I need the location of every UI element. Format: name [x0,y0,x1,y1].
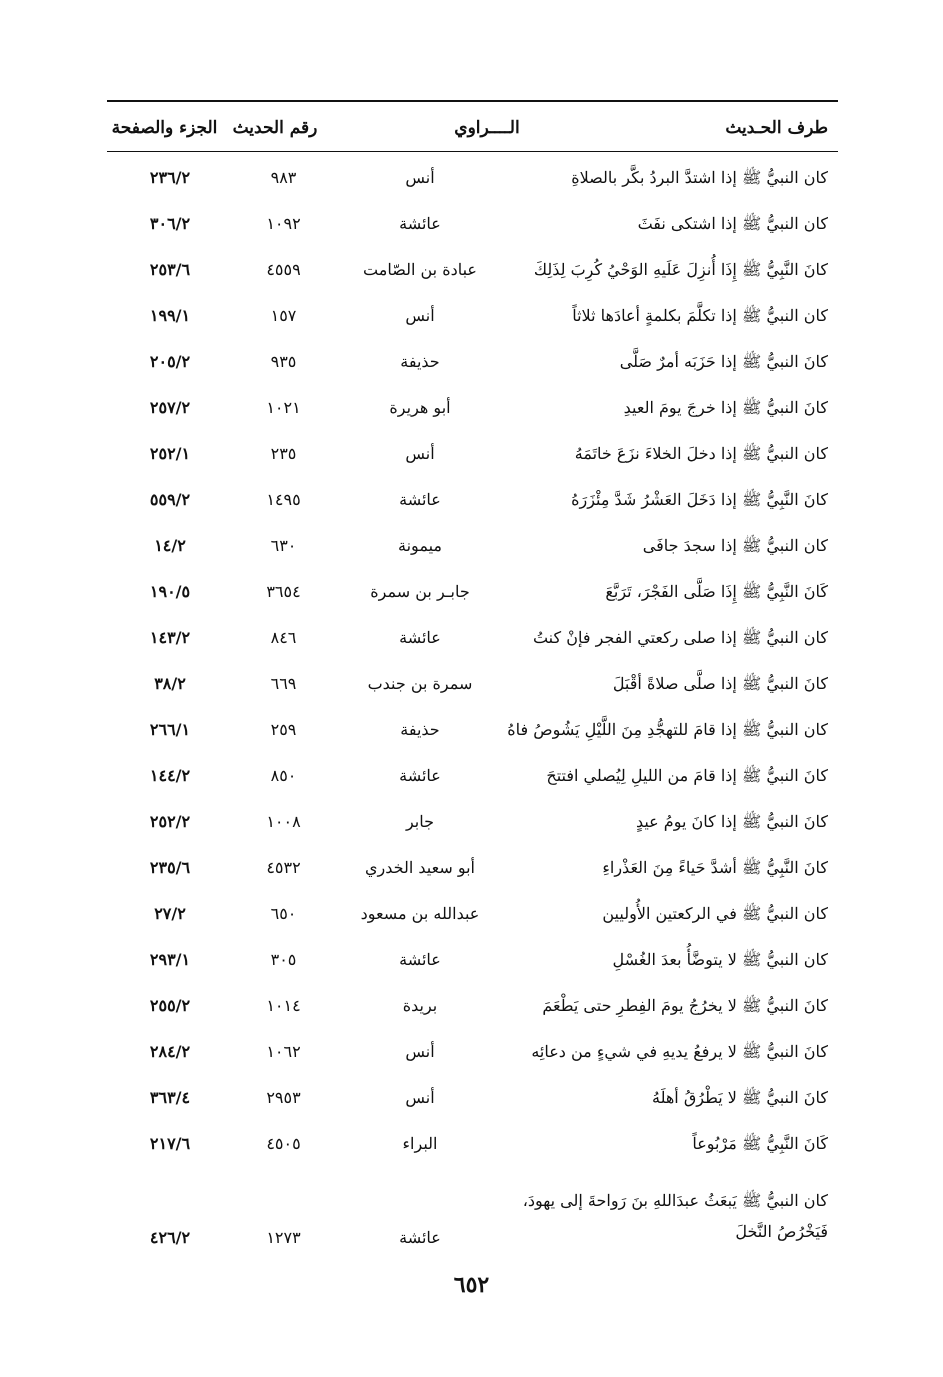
rawi-cell: جابـر بن سمرة [370,582,470,602]
number-cell: ١٠٠٨ [266,812,301,832]
part-page-cell: ١٤٣/٢ [149,628,191,648]
part-page-cell: ٢٥٢/٢ [149,812,191,832]
part-page-cell: ٢١٧/٦ [149,1134,191,1154]
table-row [107,1121,838,1167]
part-page-cell: ٢٧/٢ [154,904,186,924]
hadith-cell: كانَ النَّبِيُّ ﷺ إِذَا أُنزِلَ عَلَيهِ الوَحْيُ كُرِبَ لِذَلِكَ [533,260,828,280]
rawi-cell: جابر [405,812,435,832]
hadith-cell: كانَ النبيُّ ﷺ إذا قامَ من الليلِ لِيُصلي افتتحَ [546,766,828,786]
hadith-cell: كانَ النبيُّ ﷺ إذا خرجَ يومَ العيدِ [623,398,828,418]
hadith-cell: كان النبيُّ ﷺ إذا دخلَ الخلاءَ نزَعَ خاتَمَهُ [574,444,828,464]
hadith-cell: كان النبيُّ ﷺ إذا سجدَ جافَى [642,536,828,556]
table-row [107,385,838,431]
table-row [107,1029,838,1075]
table-row [107,247,838,293]
table-row [107,201,838,247]
part-page-cell: ٤٢٦/٢ [149,1227,191,1247]
rawi-cell: عائشة [399,950,441,970]
table-header [107,108,838,148]
rawi-cell: عائشة [399,766,441,786]
number-cell: ٢٣٥ [270,444,297,464]
table-row [107,293,838,339]
part-page-cell: ٣٠٦/٢ [149,214,191,234]
part-page-cell: ١٤٤/٢ [149,766,191,786]
part-page-cell: ٣٨/٢ [154,674,186,694]
rawi-cell: عائشة [399,214,441,234]
hadith-cell: كان النبيُّ ﷺ إذا صلى ركعتي الفجر فإنْ كنتُ [532,628,828,648]
hadith-cell: كانَ النبيُّ ﷺ إذا حَزَبَه أمرٌ صَلَّى [619,352,828,372]
number-cell: ٦٣٠ [270,536,297,556]
rawi-cell: بريدة [402,996,438,1016]
part-page-cell: ٢٨٤/٢ [149,1042,191,1062]
table-row [107,155,838,201]
hadith-index-table [107,155,838,1259]
table-row [107,1075,838,1121]
hadith-cell: كان النبيُّ ﷺ يَبعَثُ عبدَاللهِ بنَ رَواحةَ إلى يهودَ، فَيَخْرُصُ النَّخلَ [522,1191,828,1241]
rawi-cell: ميمونة [398,536,442,556]
page-number: ٦٥٢ [453,1272,490,1298]
rawi-cell: البراء [402,1134,438,1154]
number-cell: ١٢٧٣ [266,1227,301,1247]
top-rule [107,100,838,102]
number-cell: ٢٥٩ [270,720,297,740]
header-number: رقم الحديث [232,118,318,138]
number-cell: ١٠٦٢ [266,1042,301,1062]
table-row [107,661,838,707]
rawi-cell: عبدالله بن مسعود [360,904,480,924]
part-page-cell: ٢٥٥/٢ [149,996,191,1016]
part-page-cell: ١٩٠/٥ [149,582,191,602]
table-row [107,937,838,983]
part-page-cell: ٢٥٢/١ [149,444,191,464]
header-rule [107,151,838,152]
hadith-cell: كان النبيُّ ﷺ في الركعتين الأُوليين [602,904,828,924]
rawi-cell: أنس [405,306,435,326]
number-cell: ١٤٩٥ [266,490,301,510]
table-row [107,707,838,753]
table-row [107,799,838,845]
hadith-cell: كانَ النبيُّ ﷺ لا يخرُجُ يومَ الفِطرِ حتى يَطْعَمَ [542,996,828,1016]
number-cell: ١٠١٤ [266,996,301,1016]
header-part-page: الجزء والصفحة [111,118,218,138]
table-row [107,891,838,937]
table-row [107,569,838,615]
hadith-cell: كانَ النبيُّ ﷺ إذا صلَّى صلاةً أقْبَلَ [612,674,828,694]
part-page-cell: ٢٣٦/٢ [149,168,191,188]
part-page-cell: ٥٥٩/٢ [149,490,191,510]
part-page-cell: ٢٥٧/٢ [149,398,191,418]
hadith-cell: كانَ النبيُّ ﷺ لا يَطْرُقُ أهلَهُ [651,1088,828,1108]
hadith-cell: كانَ النبيُّ ﷺ إذا كانَ يومُ عيدٍ [635,812,828,832]
part-page-cell: ٢٦٦/١ [149,720,191,740]
hadith-cell: كانَ النبيُّ ﷺ لا يرفعُ يديهِ في شيءٍ من دعائِه [531,1042,828,1062]
number-cell: ٤٥٥٩ [266,260,301,280]
rawi-cell: أنس [405,1042,435,1062]
table-row [107,339,838,385]
rawi-cell: أنس [405,444,435,464]
part-page-cell: ١٤/٢ [154,536,186,556]
number-cell: ٩٣٥ [270,352,297,372]
number-cell: ٦٥٠ [270,904,297,924]
hadith-cell: كان النبيُّ ﷺ إذا تكلَّمَ بكلمةٍ أعادَها ثلاثاً [572,306,828,326]
number-cell: ٨٤٦ [270,628,297,648]
number-cell: ١٥٧ [270,306,297,326]
part-page-cell: ٢٣٥/٦ [149,858,191,878]
rawi-cell: عبادة بن الصّامت [363,260,477,280]
part-page-cell: ٢٩٣/١ [149,950,191,970]
hadith-cell: كانَ النَّبِيُّ ﷺ إذا دَخَلَ العَشْرُ شَدَّ مِئْزَرَهُ [571,490,828,510]
rawi-cell: عائشة [399,1227,441,1247]
number-cell: ١٠٢١ [266,398,301,418]
number-cell: ٢٩٥٣ [266,1088,301,1108]
table-row [107,615,838,661]
rawi-cell: سمرة بن جندب [367,674,473,694]
part-page-cell: ٢٥٣/٦ [149,260,191,280]
hadith-cell: كان النبيُّ ﷺ لا يتوضَّأُ بعدَ الغُسْلِ [612,950,828,970]
rawi-cell: عائشة [399,628,441,648]
rawi-cell: حذيفة [400,352,440,372]
number-cell: ٤٥٣٢ [266,858,301,878]
table-row [107,1167,838,1259]
table-row [107,477,838,523]
part-page-cell: ٣٦٣/٤ [149,1088,191,1108]
part-page-cell: ٢٠٥/٢ [149,352,191,372]
hadith-cell: كانَ النَّبِيُّ ﷺ أشدَّ حَياءً مِنَ العَذْراءِ [602,858,828,878]
table-row [107,523,838,569]
table-row [107,753,838,799]
header-hadith: طرف الحـديث [725,118,828,138]
rawi-cell: حذيفة [400,720,440,740]
hadith-cell: كان النبيُّ ﷺ إذا اشتكى نفَثَ [637,214,828,234]
table-row [107,983,838,1029]
table-row [107,845,838,891]
hadith-cell: كان النبيُّ ﷺ إذا اشتدَّ البردُ بكَّر بالصلاةِ [571,168,828,188]
hadith-cell: كَانَ النَّبِيُّ ﷺ مَرْبُوعاً [692,1134,828,1154]
hadith-cell: كَانَ النَّبِيُّ ﷺ إِذَا صَلَّى الفَجْرَ، تَرَبَّعَ [605,582,828,602]
number-cell: ٨٥٠ [270,766,297,786]
number-cell: ٤٥٠٥ [266,1134,301,1154]
number-cell: ٩٨٣ [270,168,297,188]
hadith-cell: كان النبيُّ ﷺ إذا قامَ للتهجُّدِ مِنَ اللَّيْلِ يَشُوصُ فاهُ [507,720,828,740]
header-rawi: الــــراوي [454,118,520,138]
number-cell: ٦٦٩ [270,674,297,694]
rawi-cell: أنس [405,1088,435,1108]
rawi-cell: عائشة [399,490,441,510]
rawi-cell: أبو هريرة [389,398,451,418]
number-cell: ٣٠٥ [270,950,297,970]
number-cell: ٣٦٥٤ [266,582,301,602]
number-cell: ١٠٩٢ [266,214,301,234]
rawi-cell: أنس [405,168,435,188]
table-row [107,431,838,477]
rawi-cell: أبو سعيد الخدري [365,858,475,878]
part-page-cell: ١٩٩/١ [149,306,191,326]
